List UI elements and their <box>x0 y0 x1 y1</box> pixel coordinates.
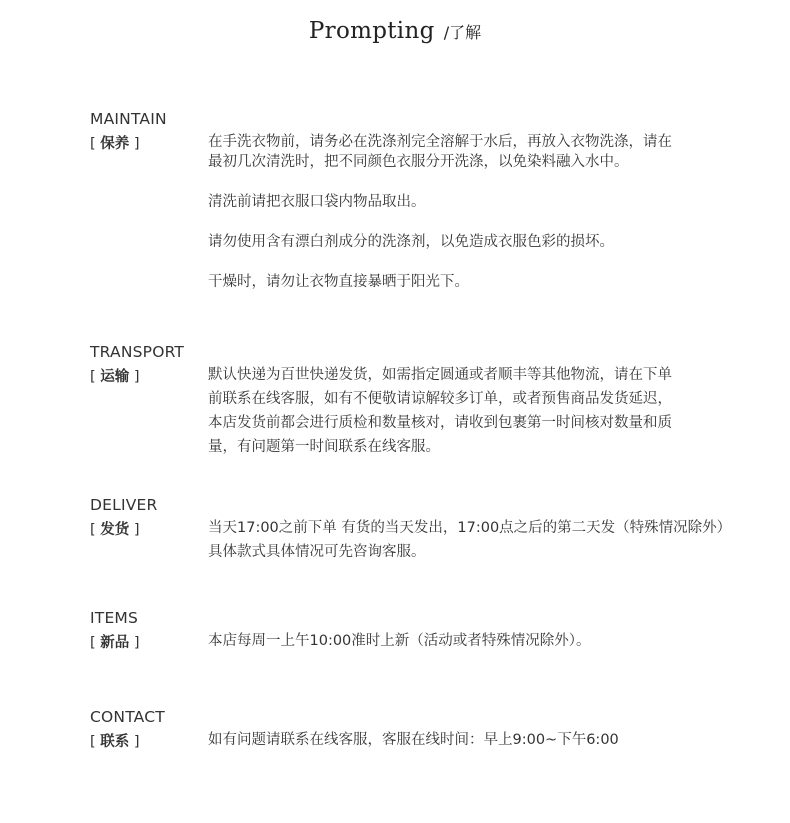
body-line: 量，有问题第一时间联系在线客服。 <box>208 439 440 455</box>
section-heading: ITEMS <box>90 609 139 627</box>
body-line: 前联系在线客服，如有不便敬请谅解较多订单，或者预售商品发货延迟， <box>208 391 672 407</box>
body-line: 具体款式具体情况可先咨询客服。 <box>208 544 426 560</box>
section-heading: TRANSPORT <box>90 343 185 361</box>
section-label: [ 发货 ] <box>90 522 140 538</box>
title-chinese: /了解 <box>443 23 482 42</box>
section-label: [ 新品 ] <box>90 635 140 651</box>
body-line: 本店发货前都会进行质检和数量核对，请收到包裹第一时间核对数量和质 <box>208 415 672 431</box>
body-line: 干燥时，请勿让衣物直接暴晒于阳光下。 <box>208 274 469 290</box>
body-line: 默认快递为百世快递发货，如需指定圆通或者顺丰等其他物流，请在下单 <box>208 367 672 383</box>
section-label: [ 保养 ] <box>90 136 140 152</box>
body-line: 本店每周一上午10:00准时上新（活动或者特殊情况除外）。 <box>208 633 591 649</box>
body-line: 在手洗衣物前，请务必在洗涤剂完全溶解于水后，再放入衣物洗涤，请在 <box>208 134 672 150</box>
body-line: 清洗前请把衣服口袋内物品取出。 <box>208 194 426 210</box>
section-body <box>208 365 748 457</box>
section-label: [ 运输 ] <box>90 369 140 385</box>
section-body <box>208 132 748 292</box>
body-line: 如有问题请联系在线客服，客服在线时间：早上9:00~下午6:00 <box>208 732 619 748</box>
section-body <box>208 730 748 750</box>
body-line: 最初几次清洗时，把不同颜色衣服分开洗涤，以免染料融入水中。 <box>208 154 629 170</box>
page-title <box>0 18 790 44</box>
section-body <box>208 631 748 651</box>
title-english: Prompting <box>308 18 435 44</box>
section-heading: MAINTAIN <box>90 110 167 128</box>
section-body <box>208 518 748 562</box>
body-line: 当天17:00之前下单 有货的当天发出，17:00点之后的第二天发（特殊情况除外） <box>208 520 732 536</box>
body-line: 请勿使用含有漂白剂成分的洗涤剂，以免造成衣服色彩的损坏。 <box>208 234 614 250</box>
section-heading: CONTACT <box>90 708 165 726</box>
section-label: [ 联系 ] <box>90 734 140 750</box>
section-heading: DELIVER <box>90 496 158 514</box>
